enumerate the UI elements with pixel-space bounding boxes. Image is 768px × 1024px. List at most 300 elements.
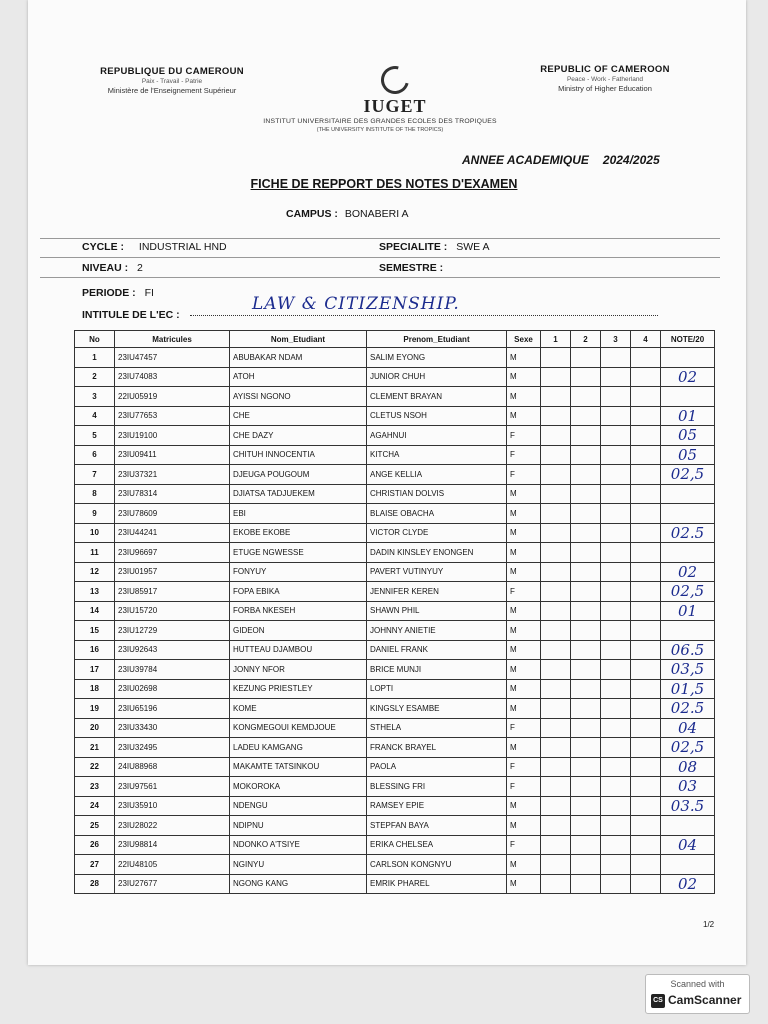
prenom-etudiant-cell: SHAWN PHIL [367,601,507,621]
session-1-cell [541,504,571,524]
row-number-cell: 7 [75,465,115,485]
nom-etudiant-cell: EKOBE EKOBE [230,523,367,543]
table-row [75,738,715,758]
session-4-cell [631,445,661,465]
matricule-cell: 23IU78314 [115,484,230,504]
note-cell: 01,5 [661,679,715,699]
matricule-cell: 23IU35910 [115,796,230,816]
niveau-label: NIVEAU : [82,262,129,274]
column-header: Sexe [507,331,541,348]
academic-year [462,153,660,167]
intitule-label: INTITULE DE L'EC : [82,309,180,321]
session-1-cell [541,718,571,738]
session-2-cell [571,601,601,621]
table-row [75,874,715,894]
session-4-cell [631,835,661,855]
session-4-cell [631,582,661,602]
academic-year-value: 2024/2025 [602,153,660,167]
sexe-cell: M [507,484,541,504]
session-4-cell [631,523,661,543]
row-number-cell: 25 [75,816,115,836]
matricule-cell: 22IU05919 [115,387,230,407]
prenom-etudiant-cell: KINGSLY ESAMBE [367,699,507,719]
row-number-cell: 21 [75,738,115,758]
session-1-cell [541,601,571,621]
column-header: 1 [541,331,571,348]
session-1-cell [541,387,571,407]
row-number-cell: 2 [75,367,115,387]
note-cell: 03.5 [661,796,715,816]
matricule-cell: 23IU92643 [115,640,230,660]
table-row [75,387,715,407]
session-1-cell [541,348,571,368]
matricule-cell: 23IU37321 [115,465,230,485]
table-row [75,582,715,602]
prenom-etudiant-cell: BLAISE OBACHA [367,504,507,524]
matricule-cell: 23IU47457 [115,348,230,368]
sexe-cell: M [507,699,541,719]
session-3-cell [601,387,631,407]
note-cell: 02.5 [661,523,715,543]
session-3-cell [601,796,631,816]
session-2-cell [571,582,601,602]
prenom-etudiant-cell: BLESSING FRI [367,777,507,797]
session-2-cell [571,660,601,680]
nom-etudiant-cell: DJEUGA POUGOUM [230,465,367,485]
session-4-cell [631,874,661,894]
prenom-etudiant-cell: DADIN KINSLEY ENONGEN [367,543,507,563]
session-1-cell [541,757,571,777]
nom-etudiant-cell: KEZUNG PRIESTLEY [230,679,367,699]
session-2-cell [571,387,601,407]
nom-etudiant-cell: FOPA EBIKA [230,582,367,602]
session-4-cell [631,777,661,797]
table-row [75,699,715,719]
nom-etudiant-cell: KONGMEGOUI KEMDJOUE [230,718,367,738]
row-number-cell: 24 [75,796,115,816]
session-3-cell [601,445,631,465]
matricule-cell: 23IU74083 [115,367,230,387]
sexe-cell: M [507,640,541,660]
note-cell: 02,5 [661,582,715,602]
row-number-cell: 6 [75,445,115,465]
session-3-cell [601,855,631,875]
specialite-label: SPECIALITE : [379,241,448,253]
session-1-cell [541,445,571,465]
session-2-cell [571,757,601,777]
row-number-cell: 14 [75,601,115,621]
prenom-etudiant-cell: VICTOR CLYDE [367,523,507,543]
session-1-cell [541,426,571,446]
session-2-cell [571,562,601,582]
prenom-etudiant-cell: CHRISTIAN DOLVIS [367,484,507,504]
sexe-cell: M [507,523,541,543]
session-2-cell [571,699,601,719]
session-2-cell [571,855,601,875]
sexe-cell: M [507,621,541,641]
cycle-field [82,241,227,253]
session-4-cell [631,796,661,816]
prenom-etudiant-cell: JOHNNY ANIETIE [367,621,507,641]
session-1-cell [541,543,571,563]
row-number-cell: 28 [75,874,115,894]
nom-etudiant-cell: DJIATSA TADJUEKEM [230,484,367,504]
sexe-cell: M [507,874,541,894]
logo-text: IUGET [363,96,427,116]
row-number-cell: 19 [75,699,115,719]
table-row [75,660,715,680]
session-4-cell [631,621,661,641]
prenom-etudiant-cell: CLEMENT BRAYAN [367,387,507,407]
session-4-cell [631,406,661,426]
session-2-cell [571,367,601,387]
sexe-cell: M [507,679,541,699]
row-number-cell: 4 [75,406,115,426]
prenom-etudiant-cell: JENNIFER KEREN [367,582,507,602]
sexe-cell: F [507,582,541,602]
sexe-cell: M [507,738,541,758]
sexe-cell: M [507,348,541,368]
note-cell: 06.5 [661,640,715,660]
nom-etudiant-cell: NGINYU [230,855,367,875]
table-row [75,621,715,641]
republique-title: REPUBLIQUE DU CAMEROUN [100,66,244,77]
row-number-cell: 13 [75,582,115,602]
nom-etudiant-cell: EBI [230,504,367,524]
session-1-cell [541,796,571,816]
sexe-cell: F [507,777,541,797]
session-3-cell [601,484,631,504]
session-3-cell [601,348,631,368]
prenom-etudiant-cell: ERIKA CHELSEA [367,835,507,855]
sexe-cell: F [507,835,541,855]
nom-etudiant-cell: AYISSI NGONO [230,387,367,407]
row-number-cell: 20 [75,718,115,738]
campus-value: BONABERI A [344,208,409,220]
sexe-cell: M [507,816,541,836]
session-2-cell [571,640,601,660]
page-number: 1/2 [703,920,715,929]
session-3-cell [601,816,631,836]
session-3-cell [601,699,631,719]
periode-value: FI [144,287,154,299]
session-2-cell [571,777,601,797]
matricule-cell: 22IU48105 [115,855,230,875]
session-2-cell [571,445,601,465]
prenom-etudiant-cell: EMRIK PHAREL [367,874,507,894]
row-number-cell: 12 [75,562,115,582]
nom-etudiant-cell: CHE DAZY [230,426,367,446]
session-2-cell [571,543,601,563]
sexe-cell: F [507,465,541,485]
session-4-cell [631,699,661,719]
session-1-cell [541,816,571,836]
nom-etudiant-cell: ATOH [230,367,367,387]
session-1-cell [541,621,571,641]
sexe-cell: F [507,426,541,446]
sexe-cell: M [507,562,541,582]
nom-etudiant-cell: KOME [230,699,367,719]
session-4-cell [631,543,661,563]
sexe-cell: M [507,796,541,816]
session-2-cell [571,484,601,504]
session-1-cell [541,777,571,797]
session-1-cell [541,699,571,719]
row-number-cell: 27 [75,855,115,875]
session-4-cell [631,816,661,836]
table-row [75,426,715,446]
intitule-dotted-line [190,315,658,316]
note-cell [661,621,715,641]
row-number-cell: 18 [75,679,115,699]
row-number-cell: 22 [75,757,115,777]
matricule-cell: 23IU33430 [115,718,230,738]
sexe-cell: F [507,445,541,465]
session-2-cell [571,426,601,446]
intitule-value: LAW & CITIZENSHIP. [252,294,460,314]
session-3-cell [601,738,631,758]
table-row [75,367,715,387]
matricule-cell: 23IU65196 [115,699,230,719]
ministere-name: Ministère de l'Enseignement Supérieur [107,86,237,95]
session-1-cell [541,523,571,543]
nom-etudiant-cell: NDIPNU [230,816,367,836]
sexe-cell: F [507,757,541,777]
session-4-cell [631,718,661,738]
session-3-cell [601,835,631,855]
sexe-cell: M [507,660,541,680]
prenom-etudiant-cell: JUNIOR CHUH [367,367,507,387]
session-3-cell [601,679,631,699]
note-cell [661,484,715,504]
matricule-cell: 23IU19100 [115,426,230,446]
session-3-cell [601,543,631,563]
row-number-cell: 16 [75,640,115,660]
table-row [75,640,715,660]
session-2-cell [571,796,601,816]
session-3-cell [601,465,631,485]
sexe-cell: M [507,504,541,524]
column-header: Matricules [115,331,230,348]
row-number-cell: 1 [75,348,115,368]
note-cell [661,387,715,407]
session-2-cell [571,523,601,543]
session-1-cell [541,484,571,504]
sexe-cell: M [507,601,541,621]
column-header: 4 [631,331,661,348]
table-row [75,777,715,797]
cycle-value: INDUSTRIAL HND [138,241,227,253]
row-number-cell: 8 [75,484,115,504]
session-2-cell [571,718,601,738]
prenom-etudiant-cell: KITCHA [367,445,507,465]
session-4-cell [631,679,661,699]
row-number-cell: 17 [75,660,115,680]
matricule-cell: 23IU28022 [115,816,230,836]
note-cell: 05 [661,445,715,465]
session-3-cell [601,777,631,797]
column-header: No [75,331,115,348]
note-cell [661,348,715,368]
ministry-name: Ministry of Higher Education [558,84,652,93]
republic-motto: Peace - Work - Fatherland [566,76,644,83]
session-2-cell [571,874,601,894]
prenom-etudiant-cell: PAVERT VUTINYUY [367,562,507,582]
session-4-cell [631,504,661,524]
campus-field [286,208,408,220]
periode-field [82,287,154,299]
note-cell: 08 [661,757,715,777]
session-1-cell [541,640,571,660]
matricule-cell: 23IU85917 [115,582,230,602]
session-3-cell [601,874,631,894]
session-2-cell [571,835,601,855]
matricule-cell: 23IU44241 [115,523,230,543]
column-header: 3 [601,331,631,348]
session-3-cell [601,640,631,660]
divider-line [40,238,720,239]
matricule-cell: 23IU12729 [115,621,230,641]
session-4-cell [631,640,661,660]
specialite-value: SWE A [456,241,490,253]
column-header: Prenom_Etudiant [367,331,507,348]
prenom-etudiant-cell: CLETUS NSOH [367,406,507,426]
note-cell: 02,5 [661,465,715,485]
session-4-cell [631,426,661,446]
academic-year-label: ANNEE ACADEMIQUE [462,153,589,167]
table-row [75,406,715,426]
prenom-etudiant-cell: DANIEL FRANK [367,640,507,660]
header-republic [505,64,705,93]
table-row [75,601,715,621]
session-2-cell [571,816,601,836]
nom-etudiant-cell: NGONG KANG [230,874,367,894]
sexe-cell: M [507,543,541,563]
cycle-label: CYCLE : [82,241,124,253]
note-cell: 02 [661,874,715,894]
session-4-cell [631,738,661,758]
note-cell: 02 [661,562,715,582]
nom-etudiant-cell: FONYUY [230,562,367,582]
note-cell: 04 [661,718,715,738]
sexe-cell: F [507,718,541,738]
session-4-cell [631,367,661,387]
table-row [75,465,715,485]
session-4-cell [631,660,661,680]
table-row [75,835,715,855]
column-header: NOTE/20 [661,331,715,348]
session-3-cell [601,601,631,621]
note-cell [661,504,715,524]
column-header: 2 [571,331,601,348]
table-row [75,679,715,699]
page-title: FICHE DE REPPORT DES NOTES D'EXAMEN [250,177,518,191]
institution-name: INSTITUT UNIVERSITAIRE DES GRANDES ECOLES DES TROPIQUES [263,118,497,125]
table-row [75,543,715,563]
session-2-cell [571,621,601,641]
session-3-cell [601,757,631,777]
session-3-cell [601,660,631,680]
session-2-cell [571,406,601,426]
prenom-etudiant-cell: STHELA [367,718,507,738]
session-1-cell [541,582,571,602]
nom-etudiant-cell: CHE [230,406,367,426]
session-2-cell [571,504,601,524]
session-1-cell [541,406,571,426]
nom-etudiant-cell: FORBA NKESEH [230,601,367,621]
note-cell: 02 [661,367,715,387]
header-republique [72,66,272,95]
table-row [75,796,715,816]
session-4-cell [631,465,661,485]
note-cell [661,543,715,563]
divider-line [40,277,720,278]
table-row [75,562,715,582]
table-row [75,504,715,524]
prenom-etudiant-cell: AGAHNUI [367,426,507,446]
institution-name-en: (THE UNIVERSITY INSTITUTE OF THE TROPICS) [316,127,444,133]
table-row [75,484,715,504]
prenom-etudiant-cell: PAOLA [367,757,507,777]
session-2-cell [571,348,601,368]
session-2-cell [571,465,601,485]
session-3-cell [601,621,631,641]
session-2-cell [571,738,601,758]
note-cell: 02,5 [661,738,715,758]
session-3-cell [601,426,631,446]
session-3-cell [601,582,631,602]
nom-etudiant-cell: LADEU KAMGANG [230,738,367,758]
session-4-cell [631,757,661,777]
matricule-cell: 23IU27677 [115,874,230,894]
matricule-cell: 24IU88968 [115,757,230,777]
republique-motto: Paix - Travail - Patrie [141,78,203,85]
session-1-cell [541,367,571,387]
note-cell: 05 [661,426,715,446]
session-3-cell [601,367,631,387]
nom-etudiant-cell: CHITUH INNOCENTIA [230,445,367,465]
session-4-cell [631,562,661,582]
divider-line [40,257,720,258]
note-cell: 03,5 [661,660,715,680]
prenom-etudiant-cell: CARLSON KONGNYU [367,855,507,875]
nom-etudiant-cell: NDENGU [230,796,367,816]
session-3-cell [601,406,631,426]
logo-mark-icon [376,61,414,99]
iuget-logo [345,66,445,117]
row-number-cell: 5 [75,426,115,446]
prenom-etudiant-cell: LOPTI [367,679,507,699]
nom-etudiant-cell: MOKOROKA [230,777,367,797]
session-1-cell [541,835,571,855]
nom-etudiant-cell: GIDEON [230,621,367,641]
matricule-cell: 23IU39784 [115,660,230,680]
row-number-cell: 10 [75,523,115,543]
semestre-field [379,262,443,274]
table-row [75,718,715,738]
row-number-cell: 23 [75,777,115,797]
session-4-cell [631,484,661,504]
camscanner-name: CamScanner [668,993,742,1007]
session-4-cell [631,601,661,621]
session-1-cell [541,874,571,894]
periode-label: PERIODE : [82,287,136,299]
table-row [75,523,715,543]
session-1-cell [541,855,571,875]
matricule-cell: 23IU01957 [115,562,230,582]
note-cell: 02.5 [661,699,715,719]
note-cell: 03 [661,777,715,797]
